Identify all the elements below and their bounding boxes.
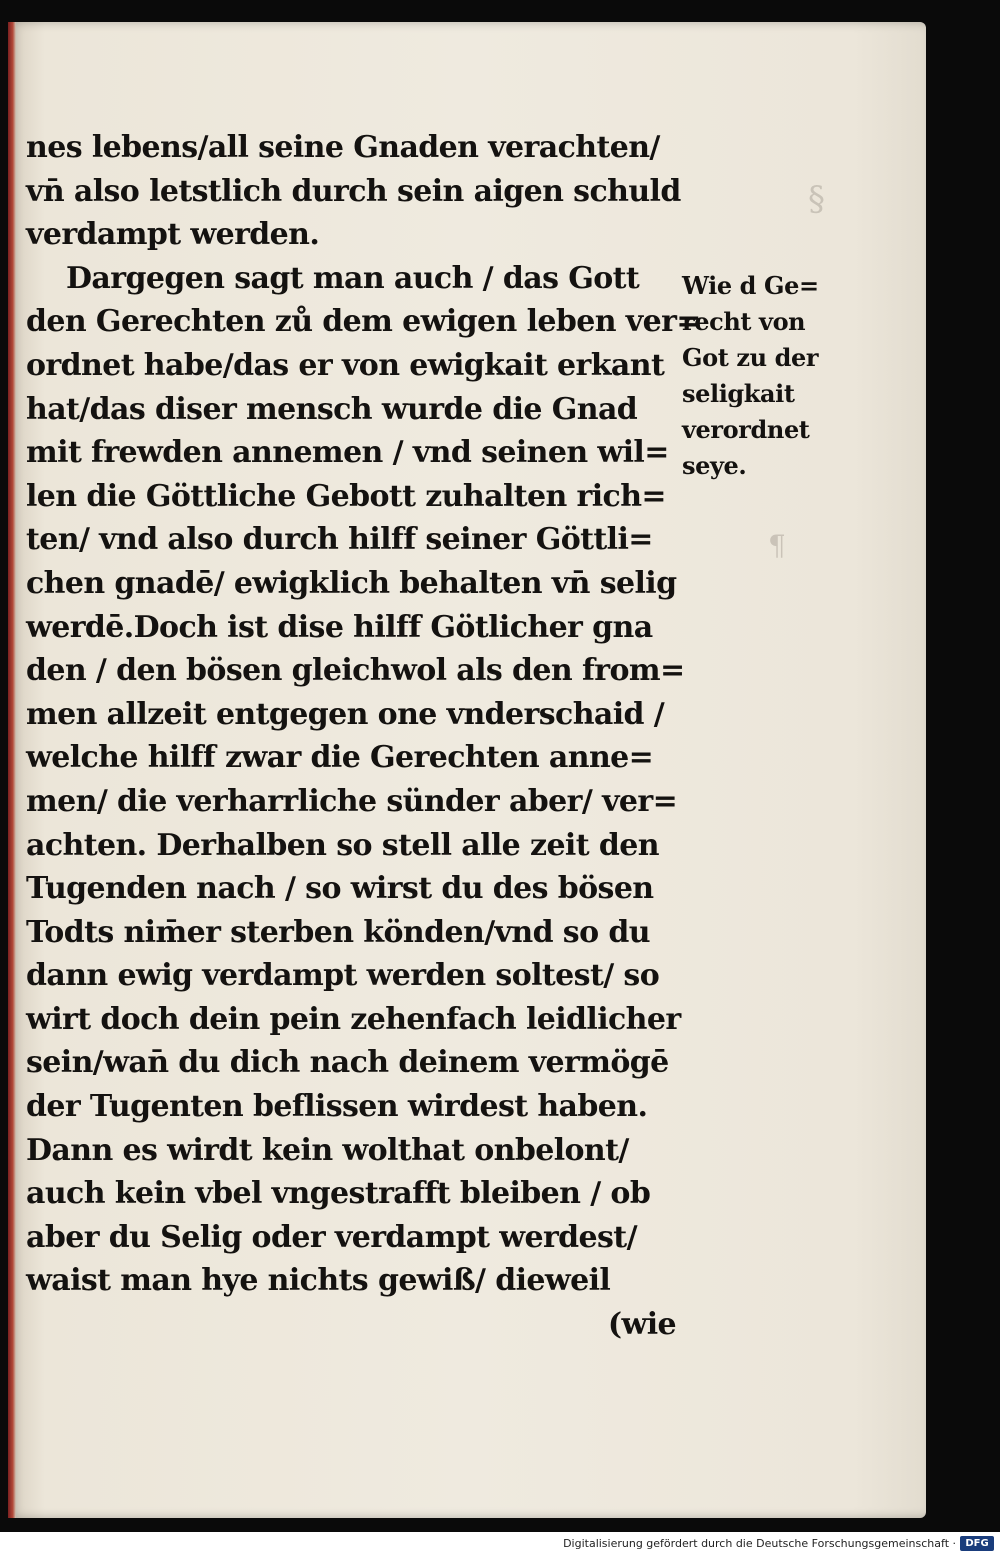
marginal-note-line: seligkait: [682, 379, 795, 408]
marginal-note-line: verordnet: [682, 415, 810, 444]
text-line: der Tugenten beflissen wirdest haben.: [26, 1089, 648, 1125]
marginal-note-line: Wie d Ge=: [682, 271, 819, 300]
footer-bar: [0, 1532, 1000, 1556]
page-binding-edge: [8, 22, 16, 1518]
marginal-note-line: Got zu der: [682, 343, 819, 372]
text-line: den Gerechten zů dem ewigen leben ver=: [26, 304, 701, 340]
text-line: chen gnadē/ ewigklich behalten vn̄ selig: [26, 565, 677, 601]
text-line: den / den bösen gleichwol als den from=: [26, 653, 685, 689]
text-line: ordnet habe/das er von ewigkait erkant: [26, 347, 665, 383]
text-line: aber du Selig oder verdampt werdest/: [26, 1219, 637, 1255]
bleed-through-shadow: §: [808, 179, 825, 219]
text-line: sein/wan̄ du dich nach deinem vermögē: [26, 1045, 669, 1081]
text-line: wirt doch dein pein zehenfach leidlicher: [26, 1001, 681, 1037]
catchword: (wie: [607, 1307, 676, 1343]
text-line: achten. Derhalben so stell alle zeit den: [26, 827, 659, 863]
funding-credit: Digitalisierung gefördert durch die Deutsche Forschungsgemeinschaft ·: [563, 1537, 956, 1550]
text-line: Dargegen sagt man auch / das Gott: [66, 260, 640, 296]
text-line: auch kein vbel vngestrafft bleiben / ob: [26, 1176, 651, 1212]
main-text-block: [26, 126, 701, 1347]
text-line: ten/ vnd also durch hilff seiner Göttli=: [26, 522, 653, 558]
text-line: men/ die verharrliche sünder aber/ ver=: [26, 783, 678, 819]
text-line: hat/das diser mensch wurde die Gnad: [26, 391, 638, 427]
text-line: waist man hye nichts gewiß/ dieweil: [26, 1263, 611, 1299]
text-line: mit frewden annemen / vnd seinen wil=: [26, 435, 669, 471]
text-line: len die Göttliche Gebott zuhalten rich=: [26, 478, 666, 514]
marginal-note-line: seye.: [682, 451, 747, 480]
text-line: dann ewig verdampt werden soltest/ so: [26, 958, 660, 994]
text-line: nes lebens/all seine Gnaden verachten/: [26, 130, 660, 165]
marginal-note: [682, 268, 819, 484]
text-line: verdampt werden.: [26, 217, 320, 253]
text-line: Dann es wirdt kein wolthat onbelont/: [26, 1132, 629, 1168]
text-line: men allzeit entgegen one vnderschaid /: [26, 696, 665, 732]
dfg-logo: DFG: [960, 1536, 994, 1551]
text-line: welche hilff zwar die Gerechten anne=: [26, 740, 654, 776]
bleed-through-shadow: ¶: [768, 529, 786, 562]
marginal-note-line: recht von: [682, 307, 806, 336]
text-line: vn̄ also letstlich durch sein aigen schuld: [26, 173, 681, 209]
text-line: Todts nim̄er sterben könden/vnd so du: [26, 914, 650, 950]
text-line: Tugenden nach / so wirst du des bösen: [26, 871, 654, 907]
text-line: werdē.Doch ist dise hilff Götlicher gna: [26, 609, 653, 645]
